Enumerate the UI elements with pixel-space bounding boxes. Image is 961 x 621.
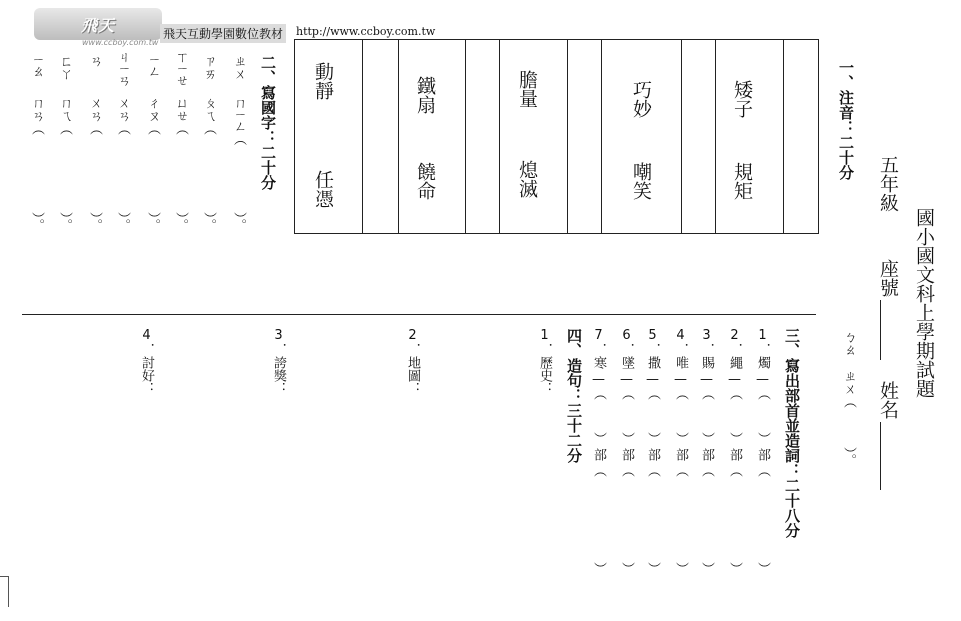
vocab-word: 熄滅 bbox=[516, 160, 538, 198]
word-blank[interactable]: （ bbox=[755, 464, 770, 477]
vocab-word: 任憑 bbox=[312, 170, 334, 208]
zhuyin-prompt: ㄆㄟ（ bbox=[201, 96, 216, 135]
radical-item-char: 賜 bbox=[699, 356, 714, 369]
radical-close: ） bbox=[699, 432, 714, 445]
name-blank[interactable] bbox=[880, 422, 881, 490]
section2-heading: 二、寫國字：二十分 bbox=[259, 55, 277, 190]
radical-label: 部 bbox=[645, 448, 660, 461]
word-close: ） bbox=[727, 562, 742, 575]
sentence-item-word[interactable]: ．誇獎： bbox=[271, 343, 286, 395]
answer-blank[interactable]: ）。 bbox=[57, 212, 72, 232]
radical-close: ） bbox=[755, 432, 770, 445]
table-divider bbox=[681, 40, 682, 233]
sentence-item-number: 3 bbox=[271, 328, 286, 343]
radical-blank[interactable]: —（ bbox=[645, 372, 660, 400]
site-logo bbox=[34, 8, 162, 47]
zhuyin-prompt: ㄧㄥ bbox=[145, 54, 160, 78]
radical-close: ） bbox=[645, 432, 660, 445]
word-close: ） bbox=[619, 562, 634, 575]
zhuyin-prompt: ㄅㄠ ㄓㄨ（ ）。 bbox=[841, 330, 856, 467]
word-close: ） bbox=[673, 562, 688, 575]
word-close: ） bbox=[755, 562, 770, 575]
zhuyin-prompt: ㄇㄟ（ bbox=[57, 96, 72, 135]
answer-blank[interactable]: ）。 bbox=[231, 212, 246, 232]
table-divider bbox=[398, 40, 399, 233]
radical-close: ） bbox=[591, 432, 606, 445]
radical-blank[interactable]: —（ bbox=[591, 372, 606, 400]
radical-label: 部 bbox=[699, 448, 714, 461]
radical-item-number: 3． bbox=[699, 328, 714, 356]
table-divider bbox=[362, 40, 363, 233]
vocab-word: 膽量 bbox=[516, 70, 538, 108]
vocab-word: 嘲笑 bbox=[630, 162, 652, 200]
zhuyin-prompt: ㄢ bbox=[87, 54, 102, 67]
page-divider bbox=[22, 314, 816, 315]
radical-label: 部 bbox=[591, 448, 606, 461]
radical-item-char: 寒 bbox=[591, 356, 606, 369]
table-divider bbox=[715, 40, 716, 233]
zhuyin-prompt: ㄐㄧㄢ bbox=[115, 50, 130, 87]
radical-item-number: 5． bbox=[645, 328, 660, 356]
name-label: 姓名 bbox=[877, 381, 899, 419]
answer-blank[interactable]: ）。 bbox=[29, 212, 44, 232]
section3-heading: 三、寫出部首並造詞：二十八分 bbox=[783, 328, 801, 538]
vocab-word: 巧妙 bbox=[630, 80, 652, 118]
answer-blank[interactable]: ）。 bbox=[173, 212, 188, 232]
sentence-item-word[interactable]: ．歷史： bbox=[537, 343, 552, 395]
word-close: ） bbox=[591, 562, 606, 575]
radical-blank[interactable]: —（ bbox=[755, 372, 770, 400]
page-corner-mark bbox=[0, 576, 9, 607]
radical-label: 部 bbox=[727, 448, 742, 461]
zhuyin-prompt: ㄨㄢ（ bbox=[115, 96, 130, 135]
radical-close: ） bbox=[673, 432, 688, 445]
sentence-item-number: 1 bbox=[537, 328, 552, 343]
radical-label: 部 bbox=[755, 448, 770, 461]
zhuyin-prompt: ㄈㄚ bbox=[57, 54, 72, 80]
zhuyin-prompt: ㄔㄡ（ bbox=[145, 96, 160, 135]
radical-blank[interactable]: —（ bbox=[673, 372, 688, 400]
vocab-word: 矮子 bbox=[731, 80, 753, 118]
radical-label: 部 bbox=[619, 448, 634, 461]
word-blank[interactable]: （ bbox=[591, 464, 606, 477]
word-blank[interactable]: （ bbox=[727, 464, 742, 477]
vocab-word: 規矩 bbox=[731, 162, 753, 200]
zhuyin-prompt: ㄇㄢ（ bbox=[29, 96, 44, 135]
radical-label: 部 bbox=[673, 448, 688, 461]
radical-item-number: 7． bbox=[591, 328, 606, 356]
vocab-table bbox=[294, 39, 819, 234]
word-blank[interactable]: （ bbox=[645, 464, 660, 477]
section4-heading: 四、造句：三十二分 bbox=[565, 328, 583, 463]
table-divider bbox=[465, 40, 466, 233]
section1-heading: 一、注音：二十分 bbox=[837, 60, 855, 180]
exam-title: 國小國文科上學期試題 bbox=[913, 208, 935, 398]
zhuyin-prompt: ㄇㄧㄥ（ bbox=[231, 96, 246, 146]
radical-item-number: 4． bbox=[673, 328, 688, 356]
sentence-item-number: 2 bbox=[405, 328, 420, 343]
radical-item-number: 1． bbox=[755, 328, 770, 356]
grade-label: 五年級 bbox=[877, 155, 899, 212]
logo-text: 飛天 bbox=[80, 15, 115, 35]
radical-blank[interactable]: —（ bbox=[699, 372, 714, 400]
sentence-item-word[interactable]: ．地圖： bbox=[405, 343, 420, 395]
word-blank[interactable]: （ bbox=[619, 464, 634, 477]
radical-item-char: 燭 bbox=[755, 356, 770, 369]
word-blank[interactable]: （ bbox=[673, 464, 688, 477]
table-divider bbox=[783, 40, 784, 233]
vocab-word: 鐵扇 bbox=[414, 76, 436, 114]
publisher-url[interactable]: http://www.ccboy.com.tw bbox=[296, 25, 436, 38]
sentence-item-number: 4 bbox=[139, 328, 154, 343]
zhuyin-prompt: ㄓㄨ bbox=[231, 54, 246, 80]
radical-item-char: 繩 bbox=[727, 356, 742, 369]
table-divider bbox=[601, 40, 602, 233]
zhuyin-prompt: ㄩㄝ（ bbox=[173, 96, 188, 135]
logo-subtext: www.ccboy.com.tw bbox=[82, 38, 159, 47]
radical-close: ） bbox=[727, 432, 742, 445]
zhuyin-prompt: ㄧㄠ bbox=[29, 54, 44, 78]
zhuyin-prompt: ㄗㄞ bbox=[201, 54, 216, 80]
radical-item-number: 6． bbox=[619, 328, 634, 356]
answer-blank[interactable]: ）。 bbox=[87, 212, 102, 232]
table-divider bbox=[567, 40, 568, 233]
radical-blank[interactable]: —（ bbox=[727, 372, 742, 400]
sentence-item-word[interactable]: ．討好： bbox=[139, 343, 154, 395]
seat-label: 座號 bbox=[877, 259, 899, 297]
seat-blank[interactable] bbox=[880, 300, 881, 360]
radical-close: ） bbox=[619, 432, 634, 445]
zhuyin-prompt: ㄨㄢ（ bbox=[87, 96, 102, 135]
word-blank[interactable]: （ bbox=[699, 464, 714, 477]
radical-item-char: 墜 bbox=[619, 356, 634, 369]
word-close: ） bbox=[699, 562, 714, 575]
radical-item-char: 唯 bbox=[673, 356, 688, 369]
table-divider bbox=[499, 40, 500, 233]
answer-blank[interactable]: ）。 bbox=[201, 212, 216, 232]
vocab-word: 饒命 bbox=[414, 162, 436, 200]
answer-blank[interactable]: ）。 bbox=[115, 212, 130, 232]
radical-item-char: 撒 bbox=[645, 356, 660, 369]
publisher-label: 飛天互動學園數位教材 bbox=[160, 24, 286, 43]
vocab-word: 動靜 bbox=[312, 62, 334, 100]
radical-item-number: 2． bbox=[727, 328, 742, 356]
answer-blank[interactable]: ）。 bbox=[145, 212, 160, 232]
radical-blank[interactable]: —（ bbox=[619, 372, 634, 400]
zhuyin-prompt: ㄒㄧㄝ bbox=[173, 50, 188, 87]
word-close: ） bbox=[645, 562, 660, 575]
